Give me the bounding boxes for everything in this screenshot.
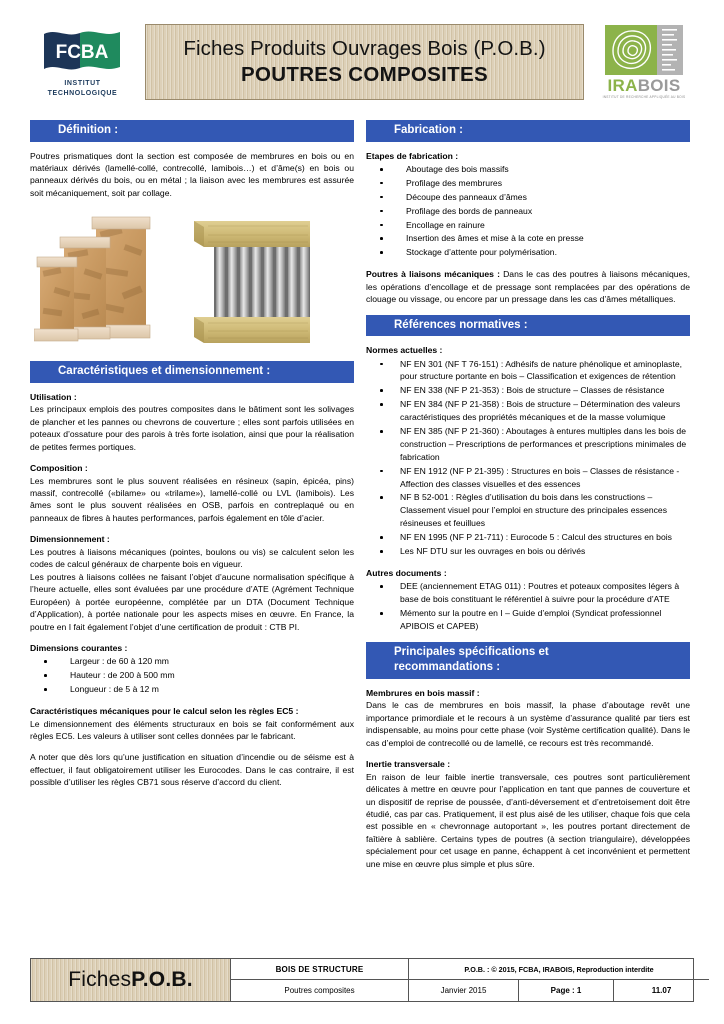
list-item: Aboutage des bois massifs bbox=[366, 163, 690, 176]
list-item: NF EN 1912 (NF P 21-395) : Structures en bois – Classes de résistance - Affection des classes visuelles et des essences bbox=[366, 465, 690, 491]
label-autres-documents: Autres documents : bbox=[366, 567, 447, 578]
list-item: Hauteur : de 200 à 500 mm bbox=[30, 669, 354, 682]
list-item: Insertion des âmes et mise à la cote en presse bbox=[366, 232, 690, 245]
dimensions-list bbox=[30, 655, 354, 696]
list-item: NF EN 384 (NF P 21-358) : Bois de structure – Détermination des valeurs caractéristiques des propriétés mécaniques et de la masse volumique bbox=[366, 398, 690, 424]
label-composition: Composition : bbox=[30, 463, 88, 474]
page-title-secondary: POUTRES COMPOSITES bbox=[241, 63, 488, 86]
footer-row bbox=[231, 959, 709, 980]
irabois-logo bbox=[594, 25, 694, 100]
footer-copyright: P.O.B. : © 2015, FCBA, IRABOIS, Reproduction interdite bbox=[464, 964, 654, 974]
label-membrures-bois-massif: Membrures en bois massif : bbox=[366, 687, 480, 698]
footer-brand-normal: Fiches bbox=[68, 968, 132, 991]
fcba-subtitle-line1: INSTITUT bbox=[64, 80, 101, 88]
fcba-flag-icon bbox=[40, 28, 126, 74]
footer-row bbox=[231, 980, 709, 1001]
fcba-logo bbox=[30, 26, 135, 98]
irabois-subtitle: INSTITUT DE RECHERCHE APPLIQUÉE AU BOIS bbox=[602, 95, 686, 100]
label-ec5: Caractéristiques mécaniques pour le calcul selon les règles EC5 : bbox=[30, 706, 299, 717]
list-item: Mémento sur la poutre en I – Guide d’emploi (Syndicat professionnel APIBOIS et CAPEB) bbox=[366, 607, 690, 633]
list-item: Les NF DTU sur les ouvrages en bois ou dérivés bbox=[366, 545, 690, 558]
label-dimensionnement: Dimensionnement : bbox=[30, 534, 110, 545]
page-header bbox=[30, 14, 694, 110]
definition-body: Poutres prismatiques dont la section est composée de membrures en bois ou en matériaux dérivés (lamellé-collé, contrecollé, lamibois…) et d’âme(s) en bois ou panneaux dérivés du bois, ou en métal ; la liaison avec les membrures est assurée soit mécaniquement, soit par collage. bbox=[30, 150, 354, 198]
specifications-title-line2: recommandations : bbox=[394, 661, 501, 674]
membrures-bois-massif-body: Dans le cas de membrures en bois massif, la phase d’aboutage revêt une importance primordiale et le recours à un système d’assurance qualité par tiers est indispensable, au moins pour cette phase (voir Système certification qualité). Dans le cas d’emploi de contrecollé ou de lamellé, ce recours est très recommandé. bbox=[366, 700, 690, 748]
label-etapes-fabrication: Etapes de fabrication : bbox=[366, 150, 459, 161]
irabois-rings-icon bbox=[605, 25, 683, 75]
section-header-caracteristiques: Caractéristiques et dimensionnement : bbox=[30, 361, 354, 383]
dimensionnement-body-2: Les poutres à liaisons collées ne faisant l’objet d’aucune normalisation spécifique à l’heure actuelle, elles sont évaluées par une procédure d’ATE (Agrément Technique Européen) à portée européenne, complétée par un DTA (Document Technique d’Application), à portée nationale pour les aspects mises en œuvre. En France, la poutre en I fait également l’objet d’une certification de produit : CTB PI. bbox=[30, 571, 354, 632]
irabois-wordmark bbox=[608, 77, 681, 94]
list-item: DEE (anciennement ETAG 011) : Poutres et poteaux composites légers à base de bois constituant le référentiel à suivre pour la procédure d’ATE bbox=[366, 580, 690, 606]
right-column bbox=[366, 120, 690, 958]
inertie-transversale-body: En raison de leur faible inertie transversale, ces poutres sont particulièrement délicates à mettre en œuvre pour l’application en tant que pannes de couverture et un dispositif de reprise de poussée, d’anti-déversement et d’entretoisement doit être étudié, cas par cas. Pratiquement, il est plus aisé de les utiliser, chaque fois que cela est possible en « chevronnage autoportant », les poutres portant directement de faîtière à sablière. Certains types de poutres (à section triangulaire), développées spécialement pour cet usage en panne, échappent à cet inconvénient et permettent une mise en œuvre plus simple et plus sûre. bbox=[366, 771, 690, 869]
specifications-title-line1: Principales spécifications et bbox=[394, 645, 549, 658]
dimensionnement-body-1: Les poutres à liaisons mécaniques (pointes, boulons ou vis) se calculent selon les codes de calcul généraux de charpente bois en vigueur. bbox=[30, 546, 354, 570]
metal-web-beam-illustration bbox=[188, 217, 316, 349]
content-columns bbox=[30, 120, 694, 958]
section-header-specifications bbox=[366, 642, 690, 679]
list-item: NF EN 338 (NF P 21-353) : Bois de structure – Classes de résistance bbox=[366, 384, 690, 397]
poutre-ame-treillis-metallique-photo bbox=[188, 217, 316, 349]
list-item: Longueur : de 5 à 12 m bbox=[30, 683, 354, 696]
footer-category: BOIS DE STRUCTURE bbox=[231, 959, 409, 979]
section-header-references: Références normatives : bbox=[366, 315, 690, 337]
etapes-fabrication-list bbox=[366, 163, 690, 259]
list-item: Profilage des membrures bbox=[366, 177, 690, 190]
composition-body: Les membrures sont le plus souvent réalisées en résineux (sapin, épicéa, pins) massif, contrecollé («bilame» ou «trilame»), lamellé-collé ou LVL (lamibois). Les âmes sont le plus souvent réalisées en OSB, parfois en contreplaqué ou en panneaux de fibres à hautes performances, parfois également en tôle d’acier. bbox=[30, 475, 354, 523]
irabois-wordmark-b: BOIS bbox=[637, 75, 681, 95]
list-item: Stockage d’attente pour polymérisation. bbox=[366, 246, 690, 259]
normes-actuelles-list bbox=[366, 358, 690, 558]
footer-reference: 11.07 bbox=[651, 986, 672, 995]
page-title-primary: Fiches Produits Ouvrages Bois (P.O.B.) bbox=[183, 37, 546, 60]
section-header-definition: Définition : bbox=[30, 120, 354, 142]
fcba-logo-subtitle bbox=[48, 79, 118, 98]
list-item: NF B 52-001 : Règles d’utilisation du bois dans les constructions – Classement visuel pour l’emploi en structure des principales essences résineuses et feuillues bbox=[366, 491, 690, 530]
irabois-wordmark-a: IRA bbox=[607, 75, 638, 95]
label-utilisation: Utilisation : bbox=[30, 391, 77, 402]
liaisons-mecaniques-paragraph bbox=[366, 268, 690, 305]
label-dimensions-courantes: Dimensions courantes : bbox=[30, 643, 128, 653]
list-item: Encollage en rainure bbox=[366, 219, 690, 232]
fcba-mark-svg bbox=[40, 28, 126, 74]
list-item: NF EN 1995 (NF P 21-711) : Eurocode 5 : Calcul des structures en bois bbox=[366, 531, 690, 544]
footer-brand-bold: P.O.B. bbox=[131, 968, 193, 991]
autres-documents-list bbox=[366, 580, 690, 633]
poutre-i-ame-osb-photo bbox=[34, 213, 170, 349]
eurocodes-note: A noter que dès lors qu’une justification en situation d’incendie ou de séisme est à effectuer, il faut obligatoirement utiliser les Eurocodes. Dans le cas contraire, il est possible d’utiliser les règles CB71 sous réserve d’accord du client. bbox=[30, 752, 354, 788]
list-item: NF EN 301 (NF T 76-151) : Adhésifs de nature phénolique et aminoplaste, pour structure portante en bois – Classification et exigences de rétention bbox=[366, 358, 690, 384]
footer-product: Poutres composites bbox=[231, 980, 409, 1001]
document-title-banner bbox=[145, 24, 584, 100]
left-column bbox=[30, 120, 354, 958]
svg-text:FCBA: FCBA bbox=[55, 42, 108, 64]
list-item: Découpe des panneaux d’âmes bbox=[366, 191, 690, 204]
list-item: Profilage des bords de panneaux bbox=[366, 205, 690, 218]
label-normes-actuelles: Normes actuelles : bbox=[366, 345, 443, 356]
utilisation-body: Les principaux emplois des poutres composites dans le bâtiment sont les solivages de plancher et les pannes ou chevrons de couverture ; elles sont parfois utilisées en poteaux d’ossature pour des parois à très forte isolation, ainsi que pour la réalisation de petites fermes portiques. bbox=[30, 404, 354, 452]
fcba-subtitle-line2: TECHNOLOGIQUE bbox=[47, 89, 118, 97]
list-item: NF EN 385 (NF P 21-360) : Aboutages à entures multiples dans les bois de construction – Prescriptions de performances et prescriptions minimales de fabrication bbox=[366, 425, 690, 464]
osb-beam-illustration bbox=[34, 213, 170, 349]
definition-photo-row bbox=[30, 209, 354, 349]
footer-brand bbox=[31, 959, 231, 1001]
page-footer bbox=[30, 958, 694, 1002]
footer-info-grid bbox=[231, 959, 709, 1001]
list-item: Largeur : de 60 à 120 mm bbox=[30, 655, 354, 668]
footer-date: Janvier 2015 bbox=[409, 980, 519, 1001]
label-inertie-transversale: Inertie transversale : bbox=[366, 759, 451, 770]
ec5-body: Le dimensionnement des éléments structuraux en bois se fait conformément aux règles EC5. Les valeurs à utiliser sont celles données par le fabricant. bbox=[30, 718, 354, 742]
label-liaisons-mecaniques: Poutres à liaisons mécaniques : bbox=[366, 269, 500, 280]
footer-page-number: Page : 1 bbox=[519, 980, 614, 1001]
section-header-fabrication: Fabrication : bbox=[366, 120, 690, 142]
liaisons-mecaniques-body: Dans le cas des poutres à liaisons mécaniques, les opérations d’encollage et de pressage sont remplacées par des opérations de clouage ou vissage, ou encore par un pressage dans les cas d’âmes métalliques. bbox=[366, 269, 690, 305]
